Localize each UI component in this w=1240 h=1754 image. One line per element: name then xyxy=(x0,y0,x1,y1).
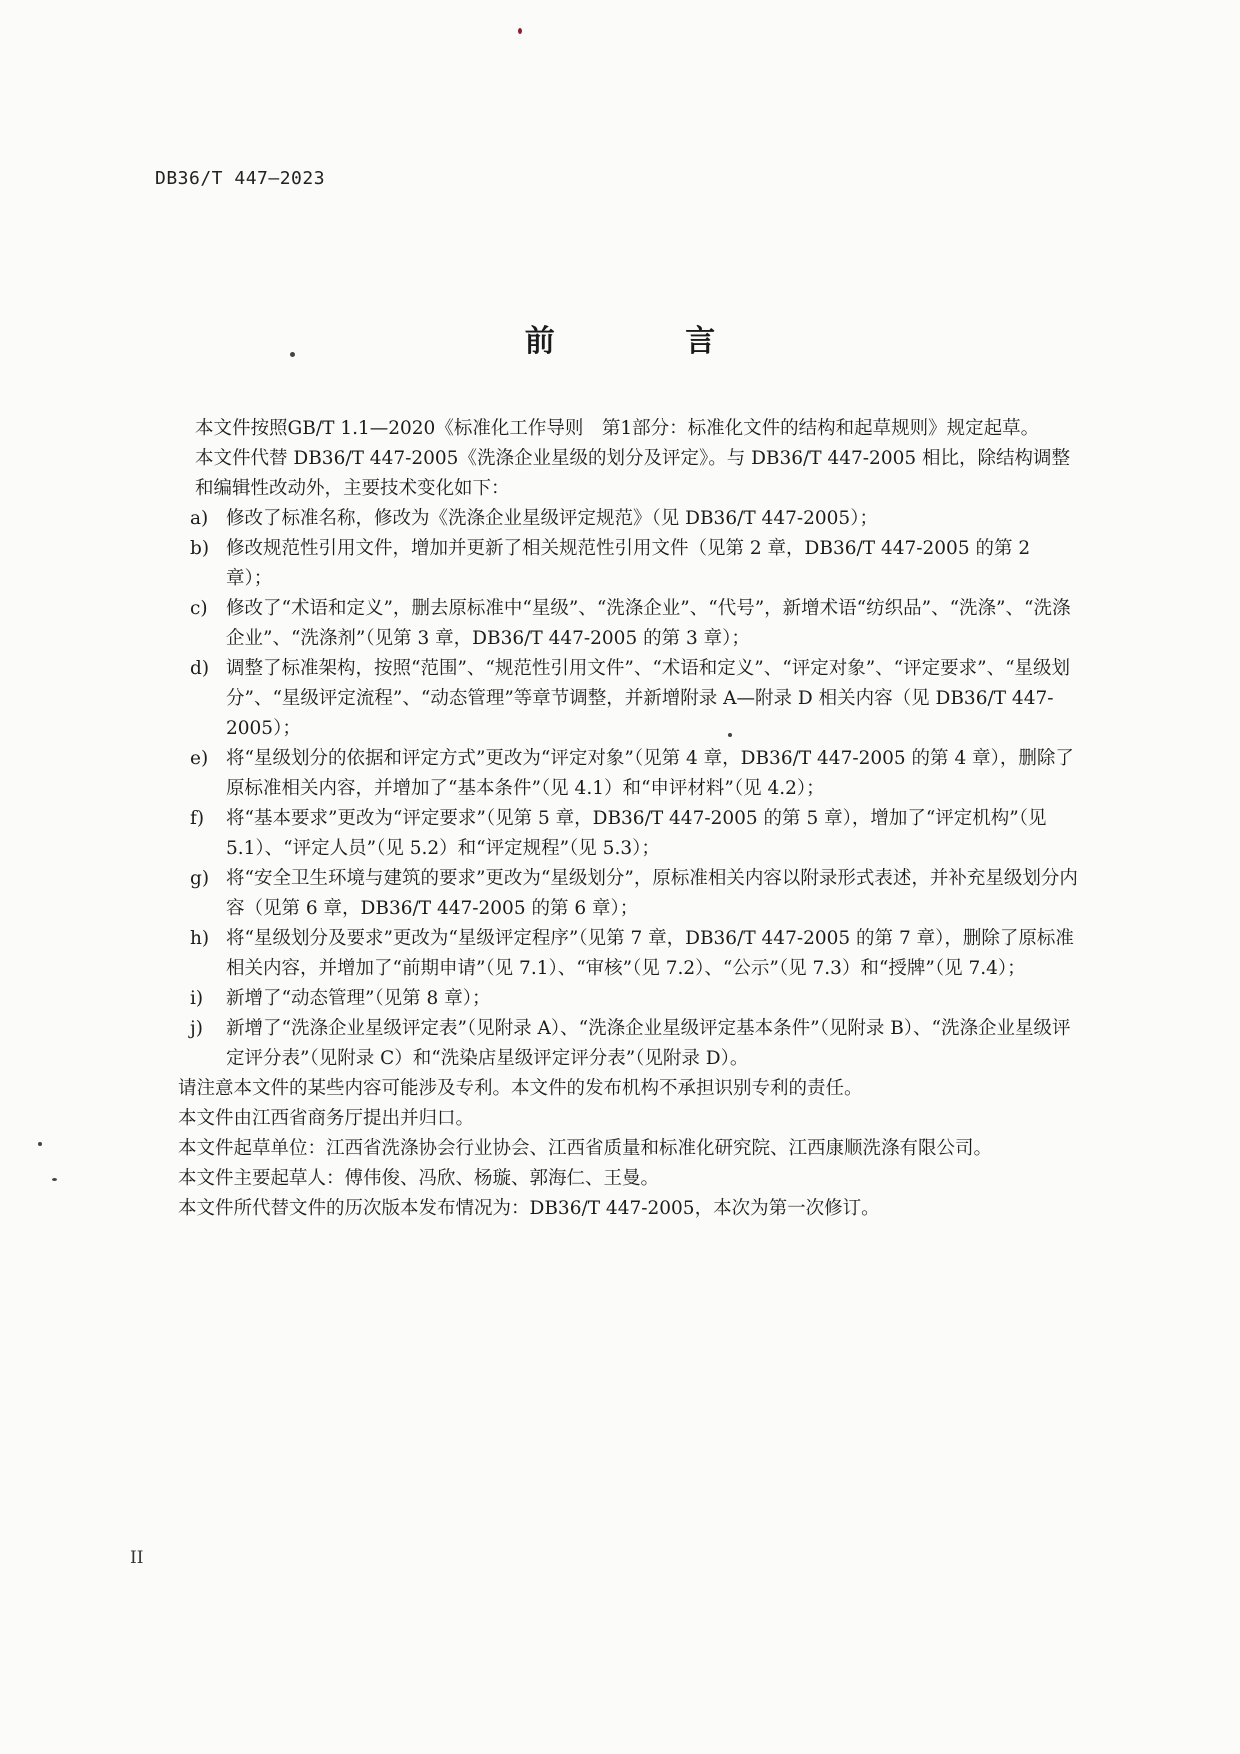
proposer-statement: 本文件由江西省商务厅提出并归口。 xyxy=(178,1108,475,1129)
list-marker: c) xyxy=(190,598,208,619)
list-item-text: 将“安全卫生环境与建筑的要求”更改为“星级划分”，原标准相关内容以附录形式表述，并补充星级划分内容（见第 6 章，DB36/T 447-2005 的第 6 章）； xyxy=(226,868,1078,919)
list-item xyxy=(180,534,1080,594)
page-number: II xyxy=(130,1548,144,1568)
list-item-text: 修改了标准名称，修改为《洗涤企业星级评定规范》（见 DB36/T 447-2005）； xyxy=(226,508,878,529)
list-item-text: 将“星级划分的依据和评定方式”更改为“评定对象”（见第 4 章，DB36/T 447-2005 的第 4 章），删除了原标准相关内容，并增加了“基本条件”（见 4.1）和“申评材料”（见 4.2）； xyxy=(226,748,1074,799)
list-marker: i) xyxy=(190,988,204,1009)
list-marker: a) xyxy=(190,508,209,529)
scan-speck xyxy=(290,352,295,357)
version-history: 本文件所代替文件的历次版本发布情况为：DB36/T 447-2005，本次为第一次修订。 xyxy=(178,1198,880,1219)
scan-speck xyxy=(38,1142,42,1146)
list-item-text: 新增了“动态管理”（见第 8 章）； xyxy=(226,988,491,1009)
list-item-text: 新增了“洗涤企业星级评定表”（见附录 A）、“洗涤企业星级评定基本条件”（见附录 B）、“洗涤企业星级评定评分表”（见附录 C）和“洗染店星级评定评分表”（见附录 D）。 xyxy=(226,1018,1071,1069)
list-marker: b) xyxy=(190,538,210,559)
drafting-units: 本文件起草单位：江西省洗涤协会行业协会、江西省质量和标准化研究院、江西康顺洗涤有限公司。 xyxy=(178,1138,993,1159)
list-item xyxy=(180,984,1080,1014)
list-item-text: 将“基本要求”更改为“评定要求”（见第 5 章，DB36/T 447-2005 的第 5 章），增加了“评定机构”（见 5.1）、“评定人员”（见 5.2）和“评定规程”（见 5.3）； xyxy=(226,808,1047,859)
page-title: 前 言 xyxy=(524,324,776,359)
list-item xyxy=(180,654,1080,744)
intro-paragraph-1: 本文件按照GB/T 1.1—2020《标准化工作导则 第1部分：标准化文件的结构和起草规则》规定起草。 xyxy=(195,418,1040,439)
list-item-text: 将“星级划分及要求”更改为“星级评定程序”（见第 7 章，DB36/T 447-2005 的第 7 章），删除了原标准相关内容，并增加了“前期申请”（见 7.1）、“审核”（见 7.2）、“公示”（见 7.3）和“授牌”（见 7.4）； xyxy=(226,928,1074,979)
list-item xyxy=(180,864,1080,924)
list-item xyxy=(180,1014,1080,1074)
intro-paragraph-2: 本文件代替 DB36/T 447-2005《洗涤企业星级的划分及评定》。与 DB36/T 447-2005 相比，除结构调整和编辑性改动外，主要技术变化如下： xyxy=(195,448,1071,499)
standard-code: DB36/T 447—2023 xyxy=(155,168,326,189)
drafters: 本文件主要起草人：傅伟俊、冯欣、杨璇、郭海仁、王曼。 xyxy=(178,1168,660,1189)
list-item xyxy=(180,744,1080,804)
scan-speck xyxy=(52,1178,57,1181)
list-marker: j) xyxy=(190,1018,203,1039)
list-item xyxy=(180,504,1080,534)
foreword-body xyxy=(180,414,1080,1224)
list-item-text: 调整了标准架构，按照“范围”、“规范性引用文件”、“术语和定义”、“评定对象”、“评定要求”、“星级划分”、“星级评定流程”、“动态管理”等章节调整，并新增附录 A—附录 D 相关内容（见 DB36/T 447-2005）； xyxy=(226,658,1071,739)
scan-speck xyxy=(728,733,732,737)
scan-speck xyxy=(518,28,522,34)
list-item xyxy=(180,924,1080,984)
list-item-text: 修改规范性引用文件，增加并更新了相关规范性引用文件（见第 2 章，DB36/T 447-2005 的第 2 章）； xyxy=(226,538,1031,589)
list-marker: e) xyxy=(190,748,209,769)
list-item-text: 修改了“术语和定义”，删去原标准中“星级”、“洗涤企业”、“代号”，新增术语“纺织品”、“洗涤”、“洗涤企业”、“洗涤剂”（见第 3 章，DB36/T 447-2005 的第 3 章）； xyxy=(226,598,1071,649)
list-marker: d) xyxy=(190,658,210,679)
list-marker: g) xyxy=(190,868,210,889)
changes-list xyxy=(180,504,1080,1074)
list-marker: h) xyxy=(190,928,210,949)
patent-notice: 请注意本文件的某些内容可能涉及专利。本文件的发布机构不承担识别专利的责任。 xyxy=(178,1078,863,1099)
list-item xyxy=(180,804,1080,864)
list-marker: f) xyxy=(190,808,205,829)
list-item xyxy=(180,594,1080,654)
